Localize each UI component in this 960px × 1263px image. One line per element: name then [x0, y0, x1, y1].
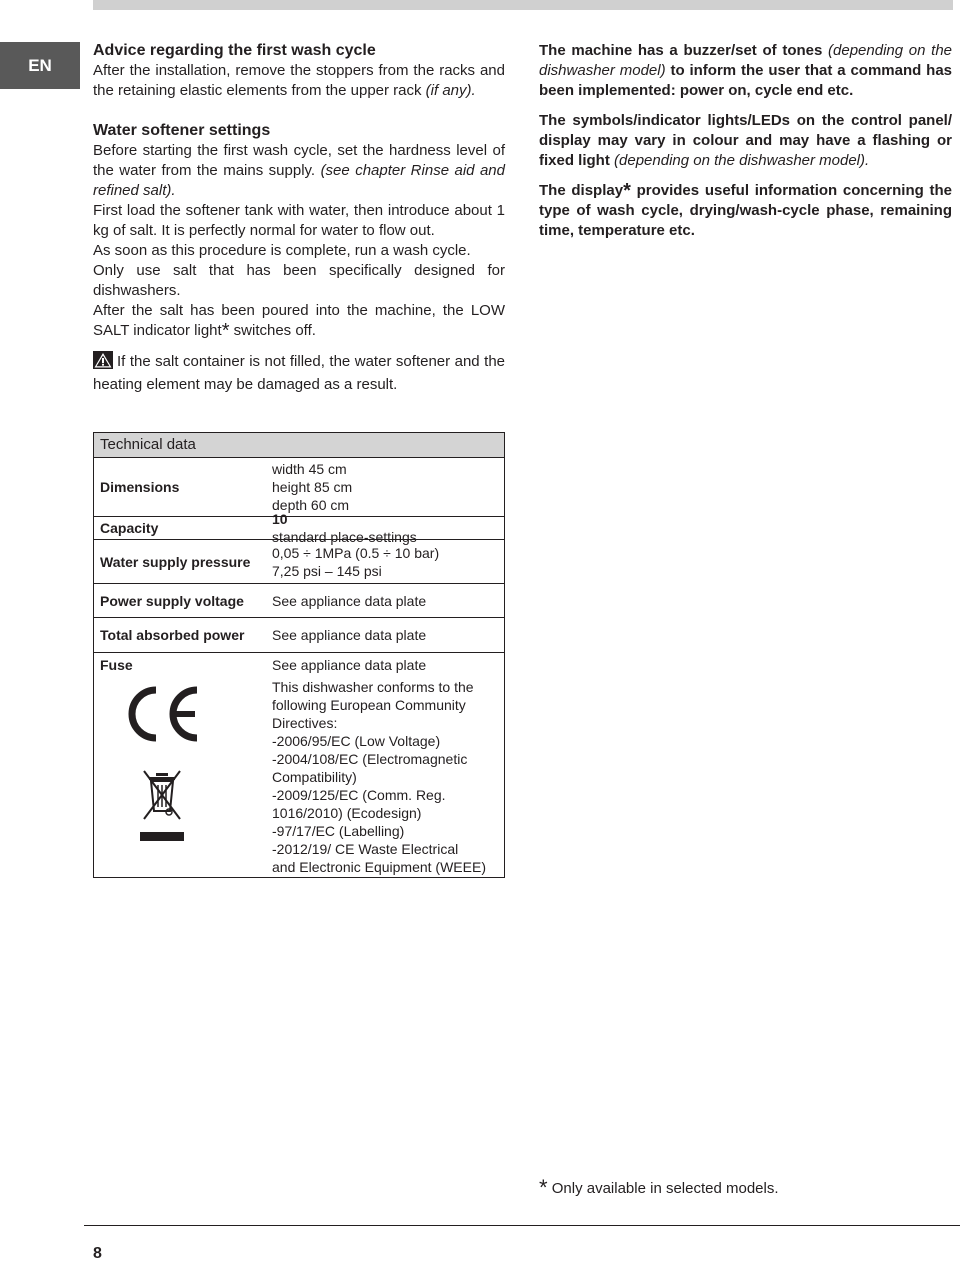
table-row: [94, 618, 504, 653]
row-value: 10 standard place-settings: [272, 511, 417, 545]
footnote: * Only available in selected models.: [539, 1175, 779, 1200]
bottom-divider: [84, 1225, 960, 1226]
table-row: [94, 458, 504, 517]
row-value: width 45 cm height 85 cm depth 60 cm: [272, 461, 353, 513]
row-label: Water supply pressure: [100, 553, 251, 570]
table-title: Technical data: [94, 433, 504, 458]
advice-heading: Advice regarding the first wash cycle: [93, 42, 376, 59]
row-label: Fuse: [100, 657, 133, 673]
row-value: See appliance data plate: [272, 657, 427, 673]
weee-bin-icon: [138, 767, 186, 847]
row-value: See appliance data plate: [272, 627, 427, 643]
right-column: [539, 41, 952, 241]
softener-paragraph-4: Only use salt that has been specifically designed for dishwashers.: [93, 262, 505, 299]
row-label: Capacity: [100, 520, 159, 536]
top-bar: [93, 0, 953, 10]
page-number: 8: [93, 1245, 102, 1262]
softener-heading: Water softener settings: [93, 122, 271, 139]
ce-mark-icon: [125, 685, 201, 743]
logo-area: [94, 677, 270, 877]
table-row: [94, 677, 504, 877]
display-paragraph: The display* provides useful information concerning the type of wash cycle, drying/wash-cycle phase, remaining time, temperature etc.: [539, 180, 952, 239]
buzzer-paragraph: The machine has a buzzer/set of tones (depending on the dishwasher model) to inform the user that a command has been implemented: power on, cycle end etc.: [539, 42, 953, 99]
table-row: [94, 653, 504, 677]
language-tab: EN: [0, 42, 80, 89]
technical-data-table: [93, 432, 505, 878]
softener-paragraph-5: After the salt has been poured into the machine, the LOW SALT indicator light* switches off.: [93, 302, 505, 342]
softener-paragraph-1: Before starting the first wash cycle, set the hardness level of the water from the mains supply. (see chapter Rinse aid and refined salt).: [93, 142, 505, 199]
softener-paragraph-3: As soon as this procedure is complete, run a wash cycle.: [93, 242, 471, 259]
row-value: See appliance data plate: [272, 592, 427, 609]
warning-paragraph: If the salt container is not filled, the water softener and the heating element may be damaged as a result.: [93, 353, 505, 393]
advice-paragraph: After the installation, remove the stoppers from the racks and the retaining elastic elements from the upper rack (if any).: [93, 62, 505, 99]
softener-paragraph-2: First load the softener tank with water, then introduce about 1 kg of salt. It is perfectly normal for water to flow out.: [93, 202, 505, 239]
table-row: [94, 511, 504, 545]
row-label: Dimensions: [100, 479, 180, 495]
directives-text: This dishwasher conforms to the following European Community Directives: -2006/95/EC (Low Voltage) -2004/108/EC (Electromagnetic Compatibility) -2009/125/EC (Comm. Reg. 1016/2010) (Ecodesign) -97/17/EC (Labelling) -2012/19/ CE Waste Electrical and Electronic Equipment (WEEE): [272, 679, 486, 875]
symbols-paragraph: The symbols/indicator lights/LEDs on the control panel/ display may vary in colour and may have a flashing or fixed light (depending on the dishwasher model).: [539, 112, 952, 169]
row-label: Power supply voltage: [100, 592, 244, 609]
warning-icon: [93, 351, 113, 375]
table-row: [94, 540, 504, 584]
table-row: [94, 584, 504, 618]
row-value: 0,05 ÷ 1MPa (0.5 ÷ 10 bar) 7,25 psi – 145 psi: [272, 544, 440, 579]
row-label: Total absorbed power: [100, 627, 245, 643]
left-column: [93, 41, 505, 395]
